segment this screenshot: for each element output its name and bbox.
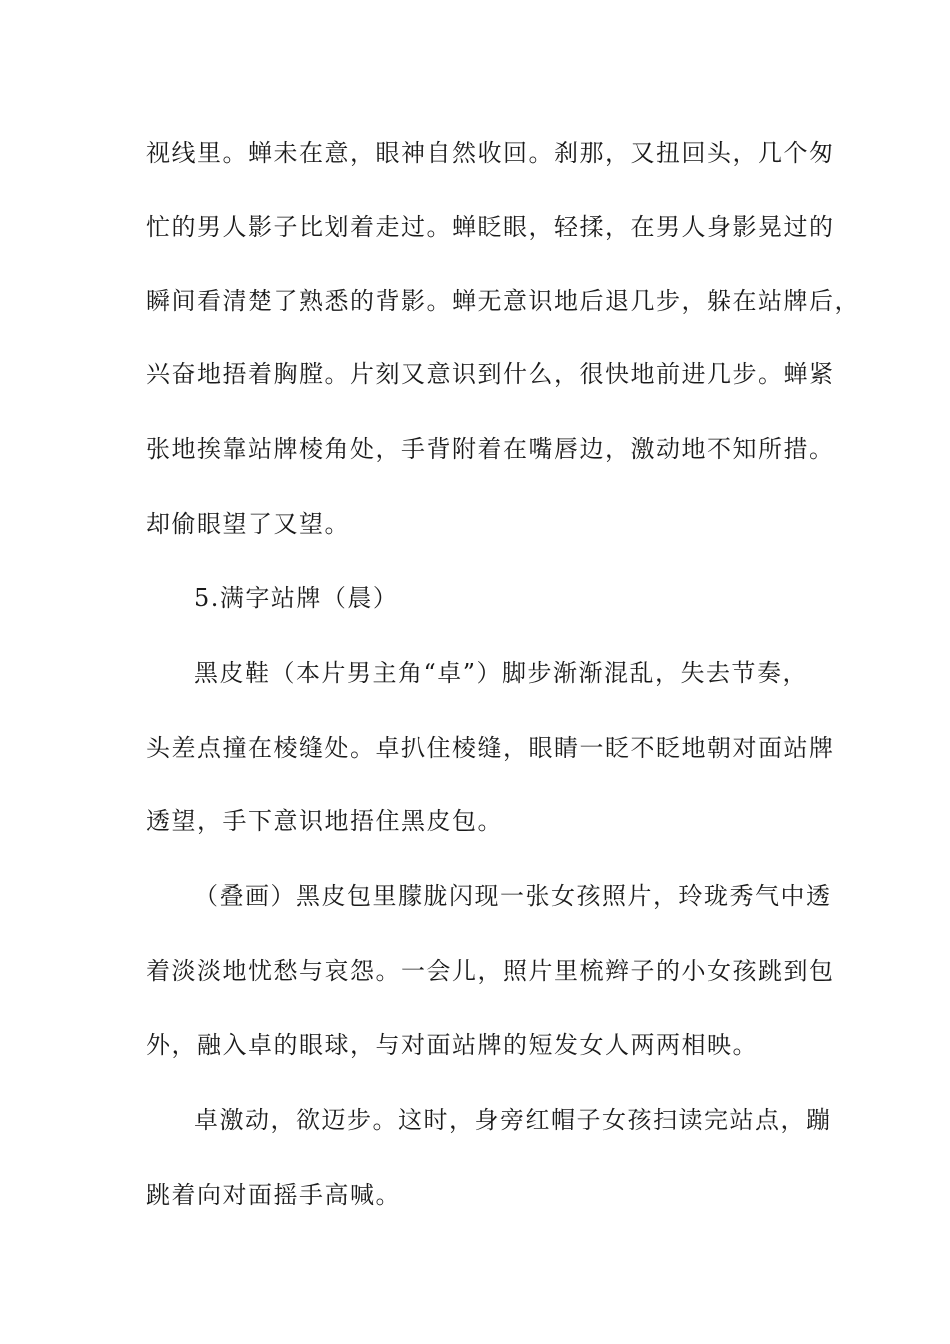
paragraph-line: 跳着向对面摇手高喊。 — [146, 1181, 401, 1209]
paragraph-line: 兴奋地捂着胸膛。片刻又意识到什么，很快地前进几步。蝉紧 — [146, 360, 835, 388]
paragraph-line: 视线里。蝉未在意，眼神自然收回。刹那，又扭回头，几个匆 — [146, 139, 835, 167]
paragraph-line: 却偷眼望了又望。 — [146, 510, 350, 538]
paragraph-line: 外，融入卓的眼球，与对面站牌的短发女人两两相映。 — [146, 1031, 758, 1059]
paragraph-line: 着淡淡地忧愁与哀怨。一会儿，照片里梳辫子的小女孩跳到包 — [146, 957, 835, 985]
paragraph-line: 卓激动，欲迈步。这时，身旁红帽子女孩扫读完站点，蹦 — [194, 1106, 832, 1134]
paragraph-line: （叠画）黑皮包里朦胧闪现一张女孩照片，玲珑秀气中透 — [194, 882, 832, 910]
paragraph-line: 头差点撞在棱缝处。卓扒住棱缝，眼睛一眨不眨地朝对面站牌 — [146, 734, 835, 762]
paragraph-line: 忙的男人影子比划着走过。蝉眨眼，轻揉，在男人身影晃过的 — [146, 213, 835, 241]
paragraph-line: 张地挨靠站牌棱角处，手背附着在嘴唇边，激动地不知所措。 — [146, 435, 835, 463]
paragraph-line: 黑皮鞋（本片男主角“卓”）脚步渐渐混乱，失去节奏， — [194, 659, 809, 687]
paragraph-line: 透望，手下意识地捂住黑皮包。 — [146, 807, 503, 835]
scene-heading: 5.满字站牌（晨） — [194, 584, 399, 612]
paragraph-line: 瞬间看清楚了熟悉的背影。蝉无意识地后退几步，躲在站牌后， — [146, 287, 860, 315]
